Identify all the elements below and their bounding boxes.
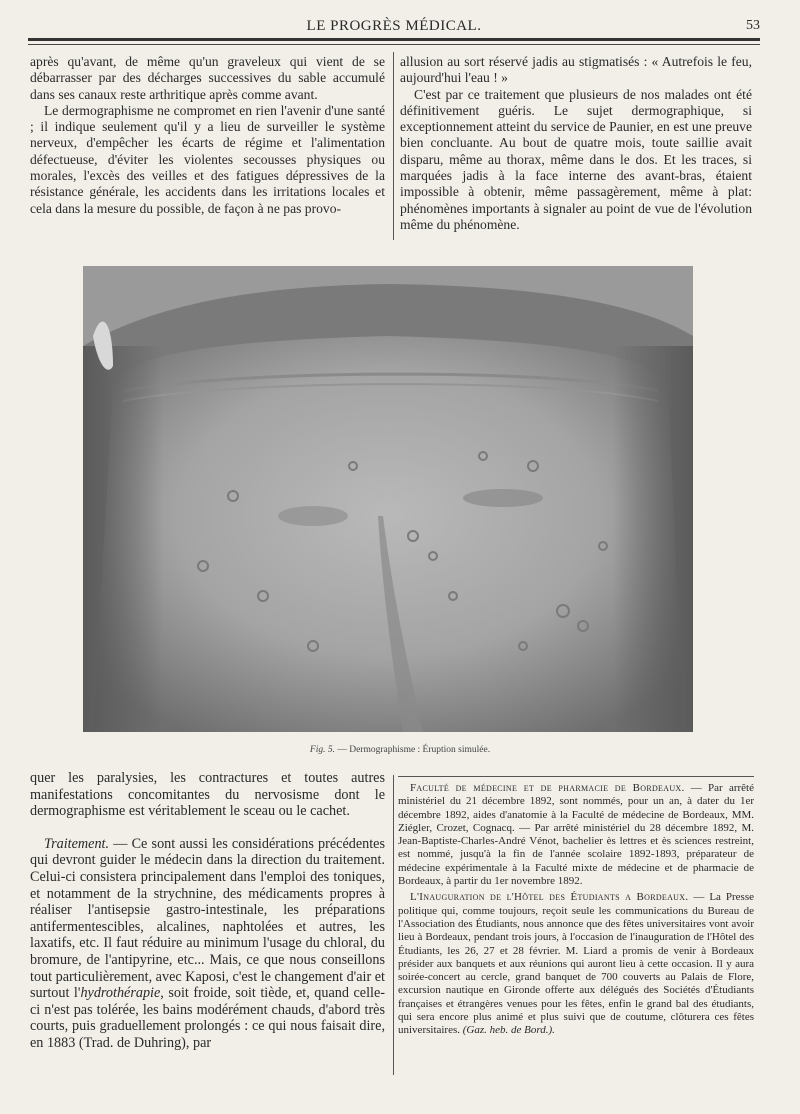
caption-label: Fig. 5.: [309, 745, 335, 755]
paragraph-treatment: [30, 836, 385, 1052]
news-source: (Gaz. heb. de Bord.).: [462, 1024, 555, 1037]
column-divider: [393, 52, 394, 240]
bottom-right-column: [398, 782, 754, 1041]
news-text: — Par arrêté ministériel du 21 décembre 1892, sont nommés, pour un an, à dater du 1er décembre 1892, aides d'anatomie à la Faculté de médecine de Bordeaux, MM. Ziégler, Crozet, Cognacq. — Par arrêté ministériel du 28 décembre 1892, M. Jean-Baptiste-Charles-André Vénot, bachelier ès lettres et ès sciences restreint, est nommé, jusqu'à la fin de l'année scolaire 1892-1893, préparateur de médecine expérimentale à la Faculté mixte de médecine et de pharmacie de Bordeaux, à partir du 1er novembre 1892.: [398, 782, 754, 888]
bottom-left-column: [30, 770, 385, 1052]
news-item-faculty: [398, 782, 754, 888]
top-right-column: [400, 54, 752, 233]
dermographism-photo: [83, 266, 693, 732]
paragraph: Le dermographisme ne compromet en rien l'avenir d'une santé ; il indique seulement qu'il y a lieu de surveiller le système nerveux, d'empêcher les écarts de régime et l'alimentation défectueuse, d'éviter les violentes secousses physiques ou morales, l'excès des veilles et des fatigues dépressives de la résistance générale, les accidents dans les irritations locales et cela dans la mesure du possible, de façon à ne pas provo-: [30, 102, 385, 216]
paragraph: après qu'avant, de même qu'un graveleux qui vient de se débarrasser par des décharges successives du sable accumulé dans ses canaux reste arthritique après comme avant.: [30, 54, 385, 102]
paragraph: allusion au sort réservé jadis au stigmatisés : « Autrefois le feu, aujourd'hui l'eau ! »: [400, 54, 752, 86]
journal-title: LE PROGRÈS MÉDICAL.: [306, 18, 482, 34]
paragraph: quer les paralysies, les contractures et toutes autres manifestations concomitantes du nervosisme dont le dermographisme est véritablement le sceau ou le cachet.: [30, 770, 385, 820]
news-text: — La Presse politique qui, comme toujours, reçoit seule les communications du Bureau de l'Association des Étudiants, nous annonce que des fêtes universitaires vont avoir lieu à Bordeaux, pendant trois jours, à l'occasion de l'inauguration de l'Hôtel des Étudiants, les 26, 27 et 28 février. M. Liard a promis de venir à Bordeaux présider aux banquets et aux réunions qui auront lieu à cette occasion. Il y aura soirée-concert au cercle, grand banquet de 700 couverts au Palais de Flore, excursion nautique en Gironde offerte aux délégués des Sociétés d'Étudiants françaises et étrangères venues pour les fêtes, enfin le grand bal des étudiants, qui sera encore plus animé et plus suivi que de coutume, clôturera ces fêtes universitaires.: [398, 891, 754, 1037]
section-heading: Traitement.: [44, 835, 110, 852]
news-heading: Faculté de médecine et de pharmacie de Bordeaux.: [410, 782, 685, 794]
figure-caption: [0, 745, 800, 755]
header-rule-thin: [28, 44, 760, 45]
top-left-column: [30, 54, 385, 217]
page-number: 53: [746, 18, 760, 33]
paragraph-text: — Ce sont aussi les considérations précédentes qui devront guider le médecin dans la direction du traitement. Celui-ci consistera principalement dans l'emploi des toniques, et notamment de la strychnine, des médicaments propres à réaliser l'antisepsie gastro-intestinale, les préparations antifermentescibles, alcalines, naphtolées et autres, les laxatifs, etc. Il faut réduire au minimum l'usage du chloral, du bromure, de l'antipyrine, etc... Mais, ce que nous conseillons tout particulièrement, avec Kaposi, c'est le changement d'air et surtout l': [30, 835, 385, 1002]
paragraph: C'est par ce traitement que plusieurs de nos malades ont été définitivement guéris. Le sujet dermographique, si exceptionnement atteint du service de Paunier, en est une preuve bien concluante. Au bout de quatre mois, toute saillie avait disparu, même au thorax, même dans le dos. Et les traces, si marquées jadis à la face interne des avant-bras, étaient impossible à obtenir, même passagèrement, même à plat: phénomènes importants à signaler au point de vue de l'évolution même du phénomène.: [400, 86, 752, 232]
italic-term: hydrothérapie: [80, 985, 161, 1002]
caption-text: — Dermographisme : Éruption simulée.: [337, 745, 491, 755]
header-rule-thick: [28, 38, 760, 41]
figure-photograph: [83, 266, 693, 732]
news-top-rule: [398, 776, 754, 777]
column-divider: [393, 775, 394, 1075]
news-item-inauguration: [398, 891, 754, 1037]
running-header: [28, 18, 760, 40]
news-heading: L'Inauguration de l'Hôtel des Étudiants a Bordeaux.: [410, 891, 689, 904]
paragraph-text: , soit froide, soit tiède, et, quand celle-ci n'est pas tolérée, les bains modérément chauds, d'abord très courts, puis graduellement prolongés : ce qui nous faisait dire, en 1883 (Trad. de Duhring), par: [30, 985, 385, 1051]
